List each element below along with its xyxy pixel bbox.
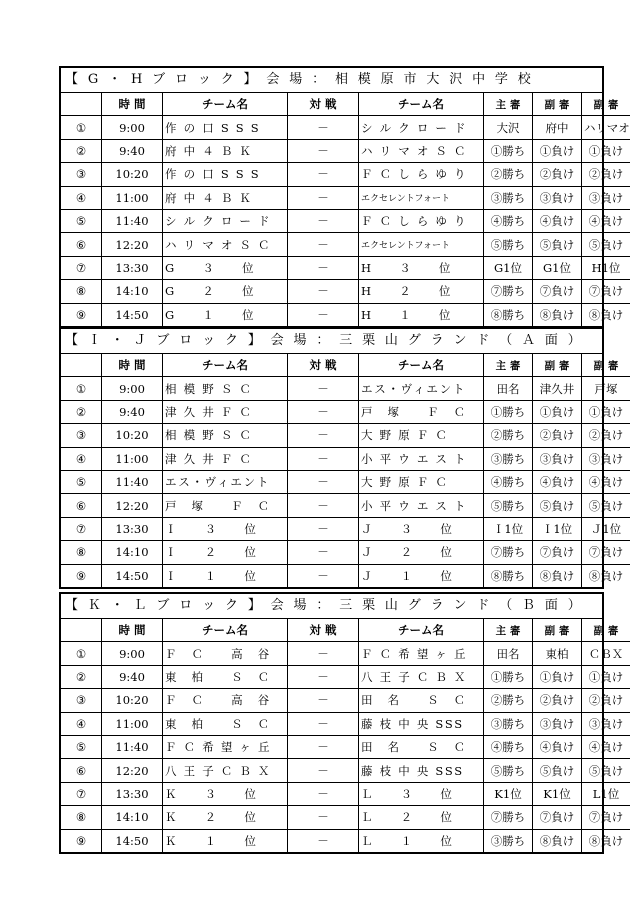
team-a: Ｉ １ 位 xyxy=(163,564,288,587)
main-referee: ⑧勝ち xyxy=(484,303,533,326)
assistant-referee-2: ①負け xyxy=(582,665,631,688)
block-title: 【 G ・ H ブ ロ ッ ク 】 会 場 ： 相 模 原 市 大 沢 中 学 校 xyxy=(61,68,602,93)
main-referee: ①勝ち xyxy=(484,665,533,688)
vs-mark: － xyxy=(288,541,359,564)
assistant-referee-1: ⑦負け xyxy=(533,541,582,564)
table-row xyxy=(61,564,630,587)
match-time: 10:20 xyxy=(102,424,163,447)
team-a: 府 中 ４ Ｂ Ｋ xyxy=(163,139,288,162)
header-main-referee: 主 審 xyxy=(484,354,533,377)
header-row xyxy=(61,354,630,377)
assistant-referee-1: ①負け xyxy=(533,400,582,423)
main-referee: ④勝ち xyxy=(484,470,533,493)
header-assistant-referee-2: 副 審 xyxy=(582,93,631,116)
header-team-b: チーム名 xyxy=(359,93,484,116)
block-ij xyxy=(59,327,624,589)
team-a: Ｉ ２ 位 xyxy=(163,541,288,564)
match-number: ⑤ xyxy=(61,209,102,232)
header-main-referee: 主 審 xyxy=(484,93,533,116)
team-b: 藤 枝 中 央 SSS xyxy=(359,759,484,782)
assistant-referee-1: ①負け xyxy=(533,139,582,162)
header-team-a: チーム名 xyxy=(163,354,288,377)
vs-mark: － xyxy=(288,494,359,517)
table-row xyxy=(61,424,630,447)
assistant-referee-2: ④負け xyxy=(582,470,631,493)
match-number: ④ xyxy=(61,712,102,735)
match-number: ⑤ xyxy=(61,470,102,493)
team-b: シ ル ク ロ ー ド xyxy=(359,116,484,139)
main-referee: ②勝ち xyxy=(484,689,533,712)
team-a: G ２ 位 xyxy=(163,280,288,303)
team-b: Ｊ ２ 位 xyxy=(359,541,484,564)
team-b: H ２ 位 xyxy=(359,280,484,303)
match-time: 11:00 xyxy=(102,447,163,470)
vs-mark: － xyxy=(288,642,359,665)
assistant-referee-2: ④負け xyxy=(582,735,631,758)
vs-mark: － xyxy=(288,735,359,758)
vs-mark: － xyxy=(288,517,359,540)
match-number: ① xyxy=(61,642,102,665)
match-number: ⑦ xyxy=(61,517,102,540)
match-number: ⑦ xyxy=(61,256,102,279)
header-time: 時 間 xyxy=(102,93,163,116)
vs-mark: － xyxy=(288,233,359,256)
main-referee: ①勝ち xyxy=(484,139,533,162)
table-row xyxy=(61,447,630,470)
vs-mark: － xyxy=(288,400,359,423)
match-number: ⑥ xyxy=(61,759,102,782)
team-b: Ｊ ３ 位 xyxy=(359,517,484,540)
assistant-referee-1: 東柏 xyxy=(533,642,582,665)
vs-mark: － xyxy=(288,256,359,279)
table-row xyxy=(61,541,630,564)
team-a: 相 模 野 Ｓ Ｃ xyxy=(163,377,288,400)
vs-mark: － xyxy=(288,829,359,852)
team-a: ハ リ マ オ Ｓ Ｃ xyxy=(163,233,288,256)
vs-mark: － xyxy=(288,303,359,326)
team-a: 津 久 井 Ｆ Ｃ xyxy=(163,447,288,470)
assistant-referee-2: ⑤負け xyxy=(582,759,631,782)
match-time: 9:00 xyxy=(102,116,163,139)
match-number: ⑦ xyxy=(61,782,102,805)
assistant-referee-1: ③負け xyxy=(533,712,582,735)
match-number: ③ xyxy=(61,163,102,186)
header-main-referee: 主 審 xyxy=(484,619,533,642)
assistant-referee-2: ②負け xyxy=(582,163,631,186)
assistant-referee-1: ②負け xyxy=(533,689,582,712)
team-b: Ｆ Ｃ し ら ゆ り xyxy=(359,163,484,186)
match-time: 14:50 xyxy=(102,829,163,852)
header-time: 時 間 xyxy=(102,619,163,642)
match-number: ⑧ xyxy=(61,541,102,564)
table-row xyxy=(61,400,630,423)
main-referee: ⑦勝ち xyxy=(484,280,533,303)
main-referee: ②勝ち xyxy=(484,163,533,186)
team-a: 東 柏 Ｓ Ｃ xyxy=(163,665,288,688)
match-time: 9:40 xyxy=(102,400,163,423)
main-referee: K1位 xyxy=(484,782,533,805)
match-number: ③ xyxy=(61,689,102,712)
table-row xyxy=(61,517,630,540)
assistant-referee-2: ①負け xyxy=(582,400,631,423)
match-time: 14:50 xyxy=(102,303,163,326)
assistant-referee-2: ＣＢＸ xyxy=(582,642,631,665)
main-referee: 大沢 xyxy=(484,116,533,139)
team-a: 戸 塚 Ｆ Ｃ xyxy=(163,494,288,517)
team-b: 田 名 Ｓ Ｃ xyxy=(359,735,484,758)
assistant-referee-2: ハリマオ xyxy=(582,116,631,139)
header-num xyxy=(61,354,102,377)
block-title: 【 Ｉ ・ Ｊ ブ ロ ッ ク 】 会 場 ： 三 栗 山 グ ラ ン ド （ Ａ 面 ） xyxy=(61,329,602,354)
team-b: Ｊ １ 位 xyxy=(359,564,484,587)
match-number: ⑧ xyxy=(61,806,102,829)
match-time: 9:00 xyxy=(102,642,163,665)
match-number: ⑤ xyxy=(61,735,102,758)
assistant-referee-1: 府中 xyxy=(533,116,582,139)
team-a: 津 久 井 Ｆ Ｃ xyxy=(163,400,288,423)
assistant-referee-1: ⑤負け xyxy=(533,759,582,782)
main-referee: ⑤勝ち xyxy=(484,759,533,782)
match-time: 10:20 xyxy=(102,689,163,712)
assistant-referee-1: ⑦負け xyxy=(533,280,582,303)
table-row xyxy=(61,139,630,162)
main-referee: ⑤勝ち xyxy=(484,494,533,517)
table-row xyxy=(61,377,630,400)
assistant-referee-1: ②負け xyxy=(533,163,582,186)
vs-mark: － xyxy=(288,712,359,735)
team-b: エクセレントフォート xyxy=(359,186,484,209)
match-time: 12:20 xyxy=(102,494,163,517)
team-b: Ｆ Ｃ 希 望 ヶ 丘 xyxy=(359,642,484,665)
assistant-referee-2: ⑤負け xyxy=(582,494,631,517)
assistant-referee-1: ①負け xyxy=(533,665,582,688)
vs-mark: － xyxy=(288,447,359,470)
assistant-referee-1: ⑦負け xyxy=(533,806,582,829)
match-number: ① xyxy=(61,377,102,400)
block-kl xyxy=(59,592,624,854)
main-referee: ④勝ち xyxy=(484,735,533,758)
team-b: Ｌ ３ 位 xyxy=(359,782,484,805)
header-assistant-referee-1: 副 審 xyxy=(533,93,582,116)
assistant-referee-2: ②負け xyxy=(582,689,631,712)
schedule-table xyxy=(61,93,630,326)
vs-mark: － xyxy=(288,564,359,587)
team-b: Ｌ １ 位 xyxy=(359,829,484,852)
match-time: 11:00 xyxy=(102,186,163,209)
match-time: 9:40 xyxy=(102,139,163,162)
team-a: Ｆ Ｃ 高 谷 xyxy=(163,642,288,665)
team-a: 八 王 子 Ｃ Ｂ Ｘ xyxy=(163,759,288,782)
main-referee: ⑦勝ち xyxy=(484,541,533,564)
vs-mark: － xyxy=(288,116,359,139)
match-time: 11:40 xyxy=(102,470,163,493)
team-b: 小 平 ウ エ ス ト xyxy=(359,494,484,517)
match-number: ② xyxy=(61,139,102,162)
header-assistant-referee-1: 副 審 xyxy=(533,354,582,377)
vs-mark: － xyxy=(288,186,359,209)
match-time: 12:20 xyxy=(102,759,163,782)
team-b: Ｆ Ｃ し ら ゆ り xyxy=(359,209,484,232)
assistant-referee-2: ③負け xyxy=(582,712,631,735)
table-row xyxy=(61,163,630,186)
assistant-referee-1: Ｉ1位 xyxy=(533,517,582,540)
team-b: エクセレントフォート xyxy=(359,233,484,256)
table-row xyxy=(61,806,630,829)
team-a: 作 の 口 S S S xyxy=(163,163,288,186)
team-a: 作 の 口 S S S xyxy=(163,116,288,139)
table-row xyxy=(61,116,630,139)
header-time: 時 間 xyxy=(102,354,163,377)
assistant-referee-2: H1位 xyxy=(582,256,631,279)
match-number: ⑥ xyxy=(61,233,102,256)
team-a: Ｋ ３ 位 xyxy=(163,782,288,805)
schedule-table xyxy=(61,619,630,852)
header-num xyxy=(61,619,102,642)
main-referee: 田名 xyxy=(484,642,533,665)
match-number: ⑨ xyxy=(61,564,102,587)
block-gh xyxy=(59,66,630,328)
match-number: ④ xyxy=(61,447,102,470)
team-a: Ｋ ２ 位 xyxy=(163,806,288,829)
match-time: 10:20 xyxy=(102,163,163,186)
team-b: エス・ヴィエント xyxy=(359,377,484,400)
table-row xyxy=(61,759,630,782)
assistant-referee-2: ⑧負け xyxy=(582,829,631,852)
team-a: エス・ヴィエント xyxy=(163,470,288,493)
main-referee: ③勝ち xyxy=(484,447,533,470)
vs-mark: － xyxy=(288,470,359,493)
vs-mark: － xyxy=(288,665,359,688)
vs-mark: － xyxy=(288,377,359,400)
match-time: 9:00 xyxy=(102,377,163,400)
match-time: 11:40 xyxy=(102,209,163,232)
match-time: 9:40 xyxy=(102,665,163,688)
assistant-referee-1: ③負け xyxy=(533,186,582,209)
match-number: ⑨ xyxy=(61,829,102,852)
header-team-a: チーム名 xyxy=(163,619,288,642)
vs-mark: － xyxy=(288,209,359,232)
team-b: 八 王 子 Ｃ Ｂ Ｘ xyxy=(359,665,484,688)
match-time: 14:10 xyxy=(102,806,163,829)
match-time: 14:10 xyxy=(102,280,163,303)
vs-mark: － xyxy=(288,424,359,447)
team-b: 戸 塚 Ｆ Ｃ xyxy=(359,400,484,423)
match-number: ⑥ xyxy=(61,494,102,517)
main-referee: ④勝ち xyxy=(484,209,533,232)
vs-mark: － xyxy=(288,280,359,303)
team-a: 府 中 ４ Ｂ Ｋ xyxy=(163,186,288,209)
table-row xyxy=(61,665,630,688)
assistant-referee-2: ④負け xyxy=(582,209,631,232)
assistant-referee-2: ③負け xyxy=(582,186,631,209)
team-b: H １ 位 xyxy=(359,303,484,326)
header-row xyxy=(61,619,630,642)
match-number: ③ xyxy=(61,424,102,447)
main-referee: ③勝ち xyxy=(484,712,533,735)
main-referee: ⑧勝ち xyxy=(484,564,533,587)
assistant-referee-1: ②負け xyxy=(533,424,582,447)
match-time: 13:30 xyxy=(102,517,163,540)
table-row xyxy=(61,829,630,852)
assistant-referee-1: ④負け xyxy=(533,470,582,493)
match-number: ④ xyxy=(61,186,102,209)
assistant-referee-1: G1位 xyxy=(533,256,582,279)
header-assistant-referee-1: 副 審 xyxy=(533,619,582,642)
match-time: 11:40 xyxy=(102,735,163,758)
header-row xyxy=(61,93,630,116)
team-b: 大 野 原 Ｆ Ｃ xyxy=(359,424,484,447)
match-number: ② xyxy=(61,400,102,423)
team-a: 東 柏 Ｓ Ｃ xyxy=(163,712,288,735)
header-vs: 対 戦 xyxy=(288,354,359,377)
match-number: ② xyxy=(61,665,102,688)
table-row xyxy=(61,642,630,665)
assistant-referee-1: ③負け xyxy=(533,447,582,470)
team-a: G ３ 位 xyxy=(163,256,288,279)
block-title: 【 Ｋ ・ Ｌ ブ ロ ッ ク 】 会 場 ： 三 栗 山 グ ラ ン ド （ Ｂ 面 ） xyxy=(61,594,602,619)
table-row xyxy=(61,470,630,493)
vs-mark: － xyxy=(288,163,359,186)
main-referee: ③勝ち xyxy=(484,829,533,852)
match-number: ⑧ xyxy=(61,280,102,303)
assistant-referee-2: ⑧負け xyxy=(582,303,631,326)
assistant-referee-2: L1位 xyxy=(582,782,631,805)
table-row xyxy=(61,712,630,735)
match-time: 14:10 xyxy=(102,541,163,564)
match-time: 13:30 xyxy=(102,782,163,805)
main-referee: ③勝ち xyxy=(484,186,533,209)
assistant-referee-1: ⑧負け xyxy=(533,564,582,587)
main-referee: 田名 xyxy=(484,377,533,400)
assistant-referee-2: 戸塚 xyxy=(582,377,631,400)
team-b: 小 平 ウ エ ス ト xyxy=(359,447,484,470)
assistant-referee-1: ⑤負け xyxy=(533,233,582,256)
assistant-referee-2: ①負け xyxy=(582,139,631,162)
team-b: 田 名 Ｓ Ｃ xyxy=(359,689,484,712)
team-b: 大 野 原 Ｆ Ｃ xyxy=(359,470,484,493)
team-a: Ｆ Ｃ 希 望 ヶ 丘 xyxy=(163,735,288,758)
assistant-referee-2: ②負け xyxy=(582,424,631,447)
team-b: Ｌ ２ 位 xyxy=(359,806,484,829)
header-assistant-referee-2: 副 審 xyxy=(582,619,631,642)
vs-mark: － xyxy=(288,759,359,782)
vs-mark: － xyxy=(288,782,359,805)
vs-mark: － xyxy=(288,689,359,712)
header-assistant-referee-2: 副 審 xyxy=(582,354,631,377)
table-row xyxy=(61,186,630,209)
table-row xyxy=(61,209,630,232)
header-team-b: チーム名 xyxy=(359,619,484,642)
schedule-table xyxy=(61,354,630,587)
assistant-referee-1: 津久井 xyxy=(533,377,582,400)
team-a: Ｆ Ｃ 高 谷 xyxy=(163,689,288,712)
match-number: ① xyxy=(61,116,102,139)
table-row xyxy=(61,233,630,256)
assistant-referee-2: ③負け xyxy=(582,447,631,470)
assistant-referee-1: ⑧負け xyxy=(533,303,582,326)
table-row xyxy=(61,494,630,517)
header-vs: 対 戦 xyxy=(288,619,359,642)
table-row xyxy=(61,256,630,279)
table-row xyxy=(61,280,630,303)
header-vs: 対 戦 xyxy=(288,93,359,116)
table-row xyxy=(61,782,630,805)
header-num xyxy=(61,93,102,116)
assistant-referee-1: ④負け xyxy=(533,209,582,232)
header-team-a: チーム名 xyxy=(163,93,288,116)
table-row xyxy=(61,689,630,712)
main-referee: ⑦勝ち xyxy=(484,806,533,829)
table-row xyxy=(61,735,630,758)
match-time: 14:50 xyxy=(102,564,163,587)
assistant-referee-1: K1位 xyxy=(533,782,582,805)
header-team-b: チーム名 xyxy=(359,354,484,377)
match-time: 11:00 xyxy=(102,712,163,735)
match-time: 12:20 xyxy=(102,233,163,256)
assistant-referee-1: ④負け xyxy=(533,735,582,758)
main-referee: ②勝ち xyxy=(484,424,533,447)
assistant-referee-2: ⑤負け xyxy=(582,233,631,256)
team-b: 藤 枝 中 央 SSS xyxy=(359,712,484,735)
assistant-referee-2: Ｊ1位 xyxy=(582,517,631,540)
team-b: H ３ 位 xyxy=(359,256,484,279)
assistant-referee-2: ⑦負け xyxy=(582,280,631,303)
main-referee: ⑤勝ち xyxy=(484,233,533,256)
main-referee: G1位 xyxy=(484,256,533,279)
team-b: ハ リ マ オ Ｓ Ｃ xyxy=(359,139,484,162)
assistant-referee-2: ⑦負け xyxy=(582,541,631,564)
team-a: シ ル ク ロ ー ド xyxy=(163,209,288,232)
assistant-referee-1: ⑧負け xyxy=(533,829,582,852)
team-a: 相 模 野 Ｓ Ｃ xyxy=(163,424,288,447)
team-a: Ｋ １ 位 xyxy=(163,829,288,852)
match-number: ⑨ xyxy=(61,303,102,326)
match-time: 13:30 xyxy=(102,256,163,279)
assistant-referee-1: ⑤負け xyxy=(533,494,582,517)
assistant-referee-2: ⑦負け xyxy=(582,806,631,829)
vs-mark: － xyxy=(288,139,359,162)
main-referee: Ｉ1位 xyxy=(484,517,533,540)
vs-mark: － xyxy=(288,806,359,829)
assistant-referee-2: ⑧負け xyxy=(582,564,631,587)
table-row xyxy=(61,303,630,326)
team-a: G １ 位 xyxy=(163,303,288,326)
main-referee: ①勝ち xyxy=(484,400,533,423)
team-a: Ｉ ３ 位 xyxy=(163,517,288,540)
